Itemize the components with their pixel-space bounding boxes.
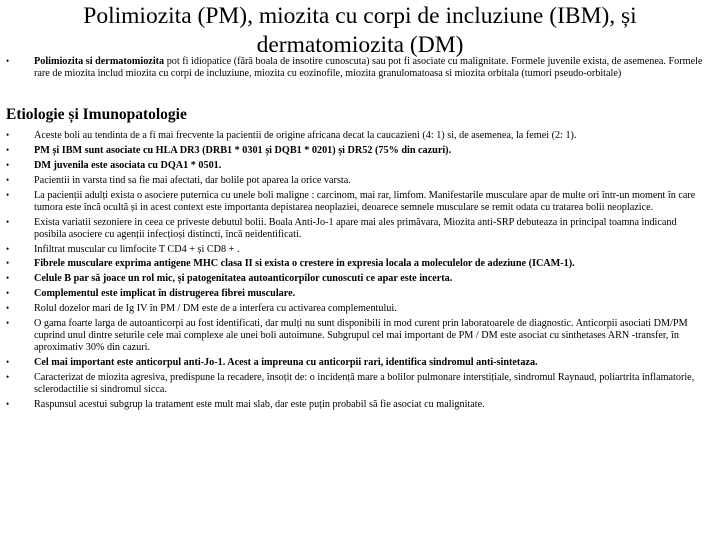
bullet-item — [6, 175, 710, 187]
bullet-text: DM juvenila este asociata cu DQA1 * 0501. — [34, 159, 222, 171]
bullet-item — [6, 372, 710, 396]
bullet-text: Cel mai important este anticorpul anti-Jo-1. Acest a impreuna cu anticorpii rari, identifica sindromul anti-sintetaza. — [34, 357, 538, 368]
bullet-text: PM și IBM sunt asociate cu HLA DR3 (DRB1 * 0301 și DQB1 * 0201) și DR52 (75% din cazuri). — [34, 144, 452, 156]
bullet-text: Raspunsul acestui subgrup la tratament este mult mai slab, dar este puțin probabil să fie asociat cu malignitate. — [34, 398, 485, 410]
bullet-icon: • — [6, 189, 10, 200]
bullet-icon: • — [6, 130, 10, 140]
bullet-item — [6, 244, 710, 256]
bullet-icon: • — [6, 318, 10, 329]
bullet-list — [6, 130, 710, 414]
bullet-icon: • — [6, 159, 10, 170]
bullet-text: Fibrele musculare exprima antigene MHC clasa II si exista o crestere in expresia locala a moleculelor de adeziune (ICAM-1). — [34, 258, 575, 270]
bullet-item — [6, 190, 710, 214]
bullet-item — [6, 130, 710, 142]
bullet-item — [6, 318, 710, 353]
bullet-text: Aceste boli au tendinta de a fi mai frecvente la pacientii de origine africana decat la caucazieni (4: 1) si, de asemenea, la femei (2: 1). — [34, 130, 577, 141]
bullet-item — [6, 303, 710, 315]
bullet-icon: • — [6, 243, 10, 254]
bullet-item — [6, 145, 710, 157]
bullet-icon: • — [6, 174, 10, 185]
intro-list — [6, 56, 710, 80]
bullet-item — [6, 258, 710, 270]
bullet-item — [6, 357, 710, 369]
bullet-icon: • — [6, 258, 10, 269]
bullet-icon: • — [6, 288, 10, 299]
bullet-text: La pacienții adulți exista o asociere puternica cu unele boli maligne : carcinom, mai rar, limfom. Manifestarile musculare apar de multe ori într-un moment în care tumora este încă ocultă și in acest context este importanta depistarea neoplaziei, deoarece semnele musculare se remit odata cu tratarea bolii neoplazice. — [34, 189, 696, 213]
bullet-text: Pacientii in varsta tind sa fie mai afectati, dar bolile pot aparea la orice varsta. — [34, 174, 351, 186]
bullet-item — [6, 273, 710, 285]
page-title: Polimiozita (PM), miozita cu corpi de incluziune (IBM), și dermatomiozita (DM) — [83, 3, 637, 58]
bullet-text: Infiltrat muscular cu limfocite T CD4 + și CD8 + . — [34, 243, 240, 255]
intro-item — [6, 56, 710, 80]
bullet-item — [6, 217, 710, 241]
bullet-text: Celule B par să joace un rol mic, și patogenitatea autoanticorpilor cunoscuti ce apar este incerta. — [34, 273, 453, 285]
intro-text: pot fi idiopatice (fără boala de insotire cunoscuta) sau pot fi asociate cu malignitate. Formele juvenile exista, de asemenea. Formele rare de miozita includ miozita cu corpi de incluziune, miozita cu eozinofile, miozita granulomatoasa si miozita orbitala (tumori pseudo-orbitale) — [34, 56, 703, 79]
bullet-icon: • — [6, 216, 10, 227]
bullet-icon: • — [6, 144, 10, 155]
bullet-icon: • — [6, 303, 10, 314]
bullet-item — [6, 160, 710, 172]
bullet-icon: • — [6, 371, 10, 382]
bullet-icon: • — [6, 357, 10, 367]
bullet-item — [6, 399, 710, 411]
bullet-icon: • — [6, 273, 10, 284]
bullet-text: Exista variatii sezoniere in ceea ce priveste debutul bolii. Boala Anti-Jo-1 apare mai ales primăvara, Miozita anti-SRP debuteaza in principal toamna indicand posibila asociere cu agenții infecțioși distincti, încă neidentificati. — [34, 216, 677, 240]
bullet-text: Rolul dozelor mari de Ig IV în PM / DM este de a interfera cu activarea complementului. — [34, 303, 397, 315]
bullet-icon: • — [6, 56, 10, 66]
bullet-icon: • — [6, 398, 10, 409]
intro-bold-text: Polimiozita si dermatomiozita — [34, 56, 165, 67]
bullet-item — [6, 288, 710, 300]
section-heading: Etiologie și Imunopatologie — [6, 106, 187, 123]
bullet-text: O gama foarte larga de autoanticorpi au fost identificati, dar mulți nu sunt disponibili in mod curent prin laboratoarele de diagnostic. Anticorpii asociati DM/PM cuprind unul dintre seturile cele mai complexe ale unei boli autoimune. Subgrupul cel mai important de PM / DM este asociat cu sinthetases ARN -transfer, în aproximativ 30% din cazuri. — [34, 318, 688, 354]
bullet-text: Complementul este implicat în distrugerea fibrei musculare. — [34, 288, 296, 300]
bullet-text: Caracterizat de miozita agresiva, predispune la recadere, însoțit de: o incidență mare a bolilor pulmonare interstițiale, sindromul Raynaud, poliartrita inflamatorie, sclerodactilie si sindromul sicca. — [34, 371, 695, 395]
